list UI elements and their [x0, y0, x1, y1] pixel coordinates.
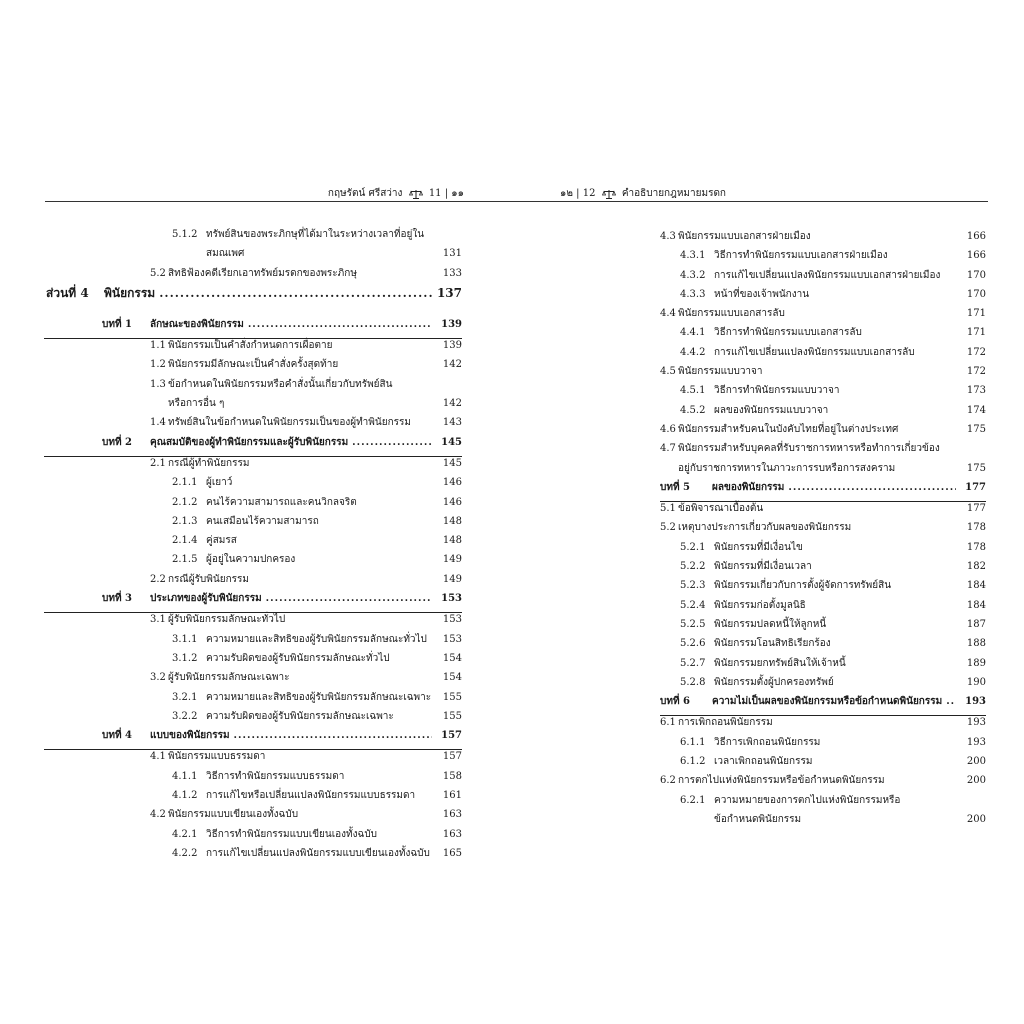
toc-entry-title: การแก้ไขเปลี่ยนแปลงพินัยกรรมแบบเอกสารลับ — [714, 346, 915, 358]
toc-entry-title: ความหมายของการตกไปแห่งพินัยกรรมหรือ — [714, 794, 901, 806]
toc-entry-number: 5.2.7 — [680, 657, 706, 669]
toc-entry-page: 200 — [966, 813, 986, 825]
toc-entry-page: 158 — [442, 770, 462, 782]
toc-entry-page: 153 — [441, 593, 462, 605]
toc-entry — [660, 695, 986, 716]
toc-entry-title: ความหมายและสิทธิของผู้รับพินัยกรรมลักษณะเฉพาะ — [206, 691, 432, 703]
table-of-contents-right — [660, 230, 986, 832]
toc-entry — [660, 560, 986, 579]
header-separator: | — [444, 188, 449, 199]
toc-entry-number: 4.5.2 — [680, 404, 706, 416]
toc-entry-page: 188 — [966, 638, 986, 650]
toc-entry-page: 172 — [966, 366, 986, 378]
toc-entry-title: พินัยกรรมตั้งผู้ปกครองทรัพย์ — [714, 676, 834, 688]
toc-entry-title: พินัยกรรมแบบธรรมดา — [168, 751, 266, 763]
toc-entry-number: 6.2.1 — [680, 794, 706, 806]
toc-entry — [44, 515, 462, 534]
toc-entry-number: 2.1.2 — [172, 496, 198, 508]
toc-entry-title: การแก้ไขหรือเปลี่ยนแปลงพินัยกรรมแบบธรรมดา — [206, 790, 416, 802]
toc-entry-number: 1.2 — [150, 359, 166, 371]
header-rule — [48, 201, 988, 202]
dot-leader — [788, 481, 956, 494]
toc-entry — [44, 339, 462, 358]
toc-entry-page: 165 — [442, 847, 462, 859]
toc-entry-title: วิธีการทำพินัยกรรมแบบเอกสารฝ่ายเมือง — [714, 250, 888, 262]
toc-entry-page: 200 — [966, 775, 986, 787]
toc-entry-number: 4.5.1 — [680, 385, 706, 397]
toc-entry-title: ความรับผิดของผู้รับพินัยกรรมลักษณะทั่วไป — [206, 652, 390, 664]
dot-leader — [352, 436, 432, 449]
toc-entry-title: หน้าที่ของเจ้าพนักงาน — [714, 288, 810, 300]
toc-entry — [44, 496, 462, 515]
toc-entry-title: ข้อกำหนดพินัยกรรม — [714, 813, 802, 825]
toc-entry-title: การเพิกถอนพินัยกรรม — [678, 717, 773, 729]
toc-entry-title: คนเสมือนไร้ความสามารถ — [206, 515, 319, 527]
toc-entry-page: 153 — [442, 614, 462, 626]
toc-entry-page: 171 — [966, 308, 986, 320]
header-page-thai: ๑๑ — [451, 188, 464, 199]
toc-entry — [44, 592, 462, 613]
toc-entry-page: 163 — [442, 809, 462, 821]
toc-entry-title: การแก้ไขเปลี่ยนแปลงพินัยกรรมแบบเอกสารฝ่ายเมือง — [714, 269, 941, 281]
toc-entry-number: 4.5 — [660, 366, 676, 378]
toc-entry-title: ผู้รับพินัยกรรมลักษณะเฉพาะ — [168, 672, 290, 684]
toc-entry — [44, 476, 462, 495]
toc-entry-title: ผู้เยาว์ — [206, 477, 233, 489]
toc-entry — [44, 247, 462, 266]
header-author: กฤษรัตน์ ศรีสว่าง — [327, 188, 403, 199]
toc-entry-number: 6.1 — [660, 717, 676, 729]
toc-entry-number: 3.2.1 — [172, 691, 198, 703]
toc-entry-page: 139 — [442, 340, 462, 352]
toc-entry-number: 2.1.3 — [172, 515, 198, 527]
toc-entry-title: วิธีการทำพินัยกรรมแบบเอกสารลับ — [714, 327, 862, 339]
toc-entry — [44, 358, 462, 377]
toc-entry-page: 172 — [966, 346, 986, 358]
toc-entry — [44, 534, 462, 553]
toc-entry-title: พินัยกรรมสำหรับบุคคลที่รับราชการทหารหรือทำการเกี่ยวข้อง — [678, 443, 940, 455]
toc-entry-page: 146 — [442, 477, 462, 489]
toc-entry-number: 4.3.3 — [680, 288, 706, 300]
toc-entry-title: การตกไปแห่งพินัยกรรมหรือข้อกำหนดพินัยกรรม — [678, 775, 885, 787]
toc-entry-number: บทที่ 1 — [102, 318, 132, 330]
toc-entry-title: พินัยกรรมสำหรับคนในบังคับไทยที่อยู่ในต่างประเทศ — [678, 423, 899, 435]
toc-entry-title: เหตุบางประการเกี่ยวกับผลของพินัยกรรม — [678, 522, 852, 534]
toc-entry — [44, 267, 462, 286]
toc-entry — [44, 750, 462, 769]
toc-entry-title: ผู้รับพินัยกรรมลักษณะทั่วไป — [168, 614, 286, 626]
toc-entry-page: 182 — [966, 561, 986, 573]
toc-entry-page: 142 — [442, 359, 462, 371]
toc-entry-page: 200 — [966, 756, 986, 768]
toc-entry — [660, 521, 986, 540]
toc-entry-title: ข้อพิจารณาเบื้องต้น — [678, 503, 764, 515]
toc-entry-page: 155 — [442, 710, 462, 722]
toc-entry — [44, 828, 462, 847]
toc-entry-number: 5.2 — [660, 522, 676, 534]
toc-entry-title: วิธีการทำพินัยกรรมแบบวาจา — [714, 385, 840, 397]
toc-entry-title: ลักษณะของพินัยกรรม — [150, 318, 244, 330]
toc-entry-number: 2.1.4 — [172, 535, 198, 547]
toc-entry-page: 166 — [966, 231, 986, 242]
toc-entry-page: 149 — [442, 554, 462, 566]
toc-entry-number: 5.2.2 — [680, 561, 706, 573]
toc-entry-title: พินัยกรรมที่มีเงื่อนไข — [714, 541, 803, 553]
toc-entry-title: พินัยกรรมมีลักษณะเป็นคำสั่งครั้งสุดท้าย — [168, 359, 339, 371]
dot-leader — [234, 729, 432, 742]
toc-entry-title: ประเภทของผู้รับพินัยกรรม — [150, 593, 262, 605]
toc-entry — [44, 416, 462, 435]
toc-entry-number: 5.2.6 — [680, 638, 706, 650]
toc-entry-number: 4.1.1 — [172, 770, 198, 782]
toc-entry-title: พินัยกรรมแบบเอกสารฝ่ายเมือง — [678, 231, 811, 242]
toc-entry-number: บทที่ 6 — [660, 696, 690, 708]
toc-entry-title: พินัยกรรมแบบเขียนเองทั้งฉบับ — [168, 809, 299, 821]
toc-entry-page: 131 — [442, 248, 462, 260]
toc-entry — [44, 633, 462, 652]
toc-entry — [660, 794, 986, 813]
scales-of-justice-icon — [409, 189, 423, 199]
toc-entry-title: คนไร้ความสามารถและคนวิกลจริต — [206, 496, 357, 508]
toc-entry — [44, 228, 462, 247]
toc-entry — [660, 423, 986, 442]
toc-entry — [660, 269, 986, 288]
toc-entry — [44, 436, 462, 457]
toc-entry-number: 4.7 — [660, 443, 676, 455]
toc-entry — [660, 774, 986, 793]
toc-entry-title: ทรัพย์สินในข้อกำหนดในพินัยกรรมเป็นของผู้ทำพินัยกรรม — [168, 417, 411, 429]
toc-entry-title: คุณสมบัติของผู้ทำพินัยกรรมและผู้รับพินัยกรรม — [150, 436, 349, 448]
toc-entry — [660, 618, 986, 637]
toc-entry-page: 143 — [442, 417, 462, 429]
toc-entry-number: 4.2.2 — [172, 847, 198, 859]
toc-entry-number: 5.2.3 — [680, 580, 706, 592]
toc-entry-title: เวลาเพิกถอนพินัยกรรม — [714, 756, 813, 768]
toc-entry-page: 189 — [966, 657, 986, 669]
toc-entry-number: บทที่ 2 — [102, 436, 132, 448]
toc-entry — [660, 288, 986, 307]
toc-entry-page: 170 — [966, 288, 986, 300]
toc-entry — [660, 676, 986, 695]
toc-entry — [660, 462, 986, 481]
toc-entry — [660, 326, 986, 345]
scales-of-justice-icon — [602, 189, 616, 199]
toc-entry-title: วิธีการเพิกถอนพินัยกรรม — [714, 736, 821, 748]
toc-entry — [660, 404, 986, 423]
toc-entry-page: 145 — [441, 436, 462, 448]
toc-entry-page: 146 — [442, 496, 462, 508]
toc-entry-number: 5.2.5 — [680, 618, 706, 630]
toc-entry-page: 178 — [966, 541, 986, 553]
toc-entry-number: 6.2 — [660, 775, 676, 787]
toc-entry-number: 5.2.8 — [680, 676, 706, 688]
toc-entry-title: ความรับผิดของผู้รับพินัยกรรมลักษณะเฉพาะ — [206, 710, 394, 722]
toc-entry-number: 1.4 — [150, 417, 166, 429]
toc-entry-title: พินัยกรรมแบบเอกสารลับ — [678, 308, 785, 320]
toc-entry-number: 2.1 — [150, 457, 166, 469]
toc-entry-page: 157 — [442, 751, 462, 763]
toc-entry-title: วิธีการทำพินัยกรรมแบบธรรมดา — [206, 770, 345, 782]
toc-entry — [660, 579, 986, 598]
toc-entry — [44, 553, 462, 572]
toc-entry-title: ความไม่เป็นผลของพินัยกรรมหรือข้อกำหนดพินัยกรรม — [712, 696, 943, 708]
toc-entry-page: 163 — [442, 828, 462, 840]
toc-entry-number: 5.1.2 — [172, 229, 198, 240]
toc-entry — [44, 710, 462, 729]
toc-entry — [660, 442, 986, 461]
toc-entry-title: พินัยกรรมก่อตั้งมูลนิธิ — [714, 599, 806, 611]
toc-entry-title: คู่สมรส — [206, 535, 237, 547]
toc-entry-page: 170 — [966, 269, 986, 281]
toc-entry-page: 139 — [441, 318, 462, 330]
toc-entry — [44, 808, 462, 827]
toc-entry-page: 184 — [966, 580, 986, 592]
toc-entry-title: วิธีการทำพินัยกรรมแบบเขียนเองทั้งฉบับ — [206, 828, 378, 840]
toc-entry-title: พินัยกรรมปลดหนี้ให้ลูกหนี้ — [714, 618, 827, 630]
toc-entry-page: 178 — [966, 522, 986, 534]
toc-entry-number: ส่วนที่ 4 — [46, 285, 89, 300]
header-page-arabic: 11 — [428, 188, 442, 199]
toc-entry-title: กรณีผู้ทำพินัยกรรม — [168, 457, 250, 469]
toc-entry — [660, 755, 986, 774]
toc-entry-number: บทที่ 4 — [102, 730, 132, 742]
toc-entry-title: พินัยกรรมแบบวาจา — [678, 366, 763, 378]
toc-entry-number: 4.3.2 — [680, 269, 706, 281]
toc-entry-page: 193 — [965, 696, 986, 708]
toc-entry-title: พินัยกรรมยกทรัพย์สินให้เจ้าหนี้ — [714, 657, 846, 669]
toc-entry-title: สิทธิฟ้องคดีเรียกเอาทรัพย์มรดกของพระภิกษุ — [168, 267, 357, 279]
toc-entry-page: 155 — [442, 691, 462, 703]
dot-leader — [159, 286, 432, 302]
header-page-arabic: 12 — [582, 188, 596, 199]
toc-entry — [660, 307, 986, 326]
toc-entry-number: 4.1.2 — [172, 790, 198, 802]
toc-entry-title: ข้อกำหนดในพินัยกรรมหรือคำสั่งนั้นเกี่ยวกับทรัพย์สิน — [168, 378, 393, 390]
toc-entry-number: 4.6 — [660, 423, 676, 435]
toc-entry-page: 161 — [442, 790, 462, 802]
toc-entry-title: การแก้ไขเปลี่ยนแปลงพินัยกรรมแบบเขียนเองทั้งฉบับ — [206, 847, 430, 859]
dot-leader — [946, 695, 956, 708]
toc-entry — [660, 716, 986, 735]
toc-entry-number: 4.4.1 — [680, 327, 706, 339]
header-page-thai: ๑๒ — [560, 188, 573, 199]
toc-entry — [44, 789, 462, 808]
toc-entry-number: บทที่ 3 — [102, 593, 132, 605]
toc-entry-page: 177 — [965, 481, 986, 493]
toc-entry-number: 2.1.5 — [172, 554, 198, 566]
toc-entry-title: อยู่กับราชการทหารในภาวะการรบหรือการสงคราม — [678, 462, 896, 474]
toc-entry-page: 193 — [966, 736, 986, 748]
toc-entry-number: 3.2 — [150, 672, 166, 684]
toc-entry — [660, 249, 986, 268]
toc-entry-title: แบบของพินัยกรรม — [150, 730, 230, 742]
toc-entry — [44, 691, 462, 710]
dot-leader — [248, 318, 432, 331]
toc-entry-page: 157 — [441, 730, 462, 742]
toc-entry-page: 184 — [966, 599, 986, 611]
toc-entry-page: 171 — [966, 327, 986, 339]
toc-entry — [660, 599, 986, 618]
toc-entry-title: พินัยกรรมโอนสิทธิเรียกร้อง — [714, 638, 831, 650]
toc-entry-page: 153 — [442, 633, 462, 645]
toc-entry — [44, 613, 462, 632]
toc-entry — [660, 813, 986, 832]
toc-entry — [660, 481, 986, 502]
toc-entry-number: 2.1.1 — [172, 477, 198, 489]
toc-entry-number: 6.1.2 — [680, 756, 706, 768]
toc-entry — [660, 365, 986, 384]
toc-entry-title: ผลของพินัยกรรมแบบวาจา — [714, 404, 829, 416]
table-of-contents-left — [44, 228, 462, 866]
toc-entry — [660, 346, 986, 365]
toc-entry-title: พินัยกรรมเกี่ยวกับการตั้งผู้จัดการทรัพย์สิน — [714, 580, 892, 592]
toc-entry-page: 173 — [966, 385, 986, 397]
toc-entry — [660, 637, 986, 656]
toc-entry — [44, 671, 462, 690]
toc-entry-number: 5.2.1 — [680, 541, 706, 553]
toc-entry — [660, 230, 986, 249]
toc-entry-page: 133 — [442, 267, 462, 279]
toc-entry-number: 3.2.2 — [172, 710, 198, 722]
toc-entry — [660, 736, 986, 755]
toc-entry-page: 154 — [442, 672, 462, 684]
toc-entry — [44, 397, 462, 416]
toc-entry-page: 174 — [966, 404, 986, 416]
toc-entry-number: 4.3.1 — [680, 250, 706, 262]
toc-entry-number: 6.1.1 — [680, 736, 706, 748]
toc-entry — [660, 657, 986, 676]
toc-entry-page: 190 — [966, 676, 986, 688]
toc-entry-title: ผู้อยู่ในความปกครอง — [206, 554, 296, 566]
right-page-header — [560, 186, 726, 201]
toc-entry — [44, 652, 462, 671]
toc-entry — [44, 318, 462, 339]
toc-entry-page: 177 — [966, 503, 986, 515]
dot-leader — [266, 592, 432, 605]
toc-entry-title: ผลของพินัยกรรม — [712, 481, 785, 493]
toc-entry-number: 4.2.1 — [172, 828, 198, 840]
toc-entry — [44, 847, 462, 866]
toc-entry-title: พินัยกรรมเป็นคำสั่งกำหนดการเผื่อตาย — [168, 340, 333, 352]
toc-entry-number: 1.3 — [150, 378, 166, 390]
toc-entry-page: 187 — [966, 618, 986, 630]
toc-entry-number: 1.1 — [150, 340, 166, 352]
toc-entry-number: บทที่ 5 — [660, 481, 690, 493]
toc-entry-number: 3.1 — [150, 614, 166, 626]
toc-entry-page: 145 — [442, 457, 462, 469]
toc-entry — [44, 457, 462, 476]
toc-entry-page: 149 — [442, 573, 462, 585]
toc-entry — [44, 729, 462, 750]
toc-entry-page: 142 — [442, 398, 462, 410]
toc-entry — [44, 378, 462, 397]
toc-entry — [44, 770, 462, 789]
toc-entry — [660, 502, 986, 521]
left-page-header — [328, 186, 464, 201]
toc-entry-number: 4.4 — [660, 308, 676, 320]
toc-entry — [660, 541, 986, 560]
toc-entry — [44, 286, 462, 318]
toc-entry-page: 154 — [442, 652, 462, 664]
toc-entry-page: 148 — [442, 535, 462, 547]
header-book-title: คำอธิบายกฎหมายมรดก — [621, 188, 726, 199]
toc-entry-page: 175 — [966, 462, 986, 474]
toc-entry-page: 166 — [966, 250, 986, 262]
toc-entry — [44, 573, 462, 592]
toc-entry-page: 193 — [966, 717, 986, 729]
toc-entry-page: 175 — [966, 423, 986, 435]
toc-entry-page: 148 — [442, 515, 462, 527]
toc-entry-number: 5.1 — [660, 503, 676, 515]
toc-entry-title: ทรัพย์สินของพระภิกษุที่ได้มาในระหว่างเวลาที่อยู่ใน — [206, 229, 425, 240]
toc-entry-title: พินัยกรรมที่มีเงื่อนเวลา — [714, 561, 812, 573]
toc-entry-title: พินัยกรรม — [104, 285, 156, 300]
toc-entry-number: 3.1.1 — [172, 633, 198, 645]
toc-entry — [660, 384, 986, 403]
toc-entry-number: 3.1.2 — [172, 652, 198, 664]
toc-entry-title: กรณีผู้รับพินัยกรรม — [168, 573, 249, 585]
toc-entry-number: 2.2 — [150, 573, 166, 585]
toc-entry-title: ความหมายและสิทธิของผู้รับพินัยกรรมลักษณะทั่วไป — [206, 633, 427, 645]
toc-entry-number: 5.2.4 — [680, 599, 706, 611]
toc-entry-title: หรือการอื่น ๆ — [168, 398, 225, 410]
toc-entry-number: 4.3 — [660, 231, 676, 242]
toc-entry-page: 137 — [436, 285, 462, 300]
toc-entry-title: สมณเพศ — [206, 248, 245, 260]
toc-entry-number: 4.1 — [150, 751, 166, 763]
toc-entry-number: 4.2 — [150, 809, 166, 821]
toc-entry-number: 5.2 — [150, 267, 166, 279]
header-separator: | — [576, 188, 580, 199]
toc-entry-number: 4.4.2 — [680, 346, 706, 358]
